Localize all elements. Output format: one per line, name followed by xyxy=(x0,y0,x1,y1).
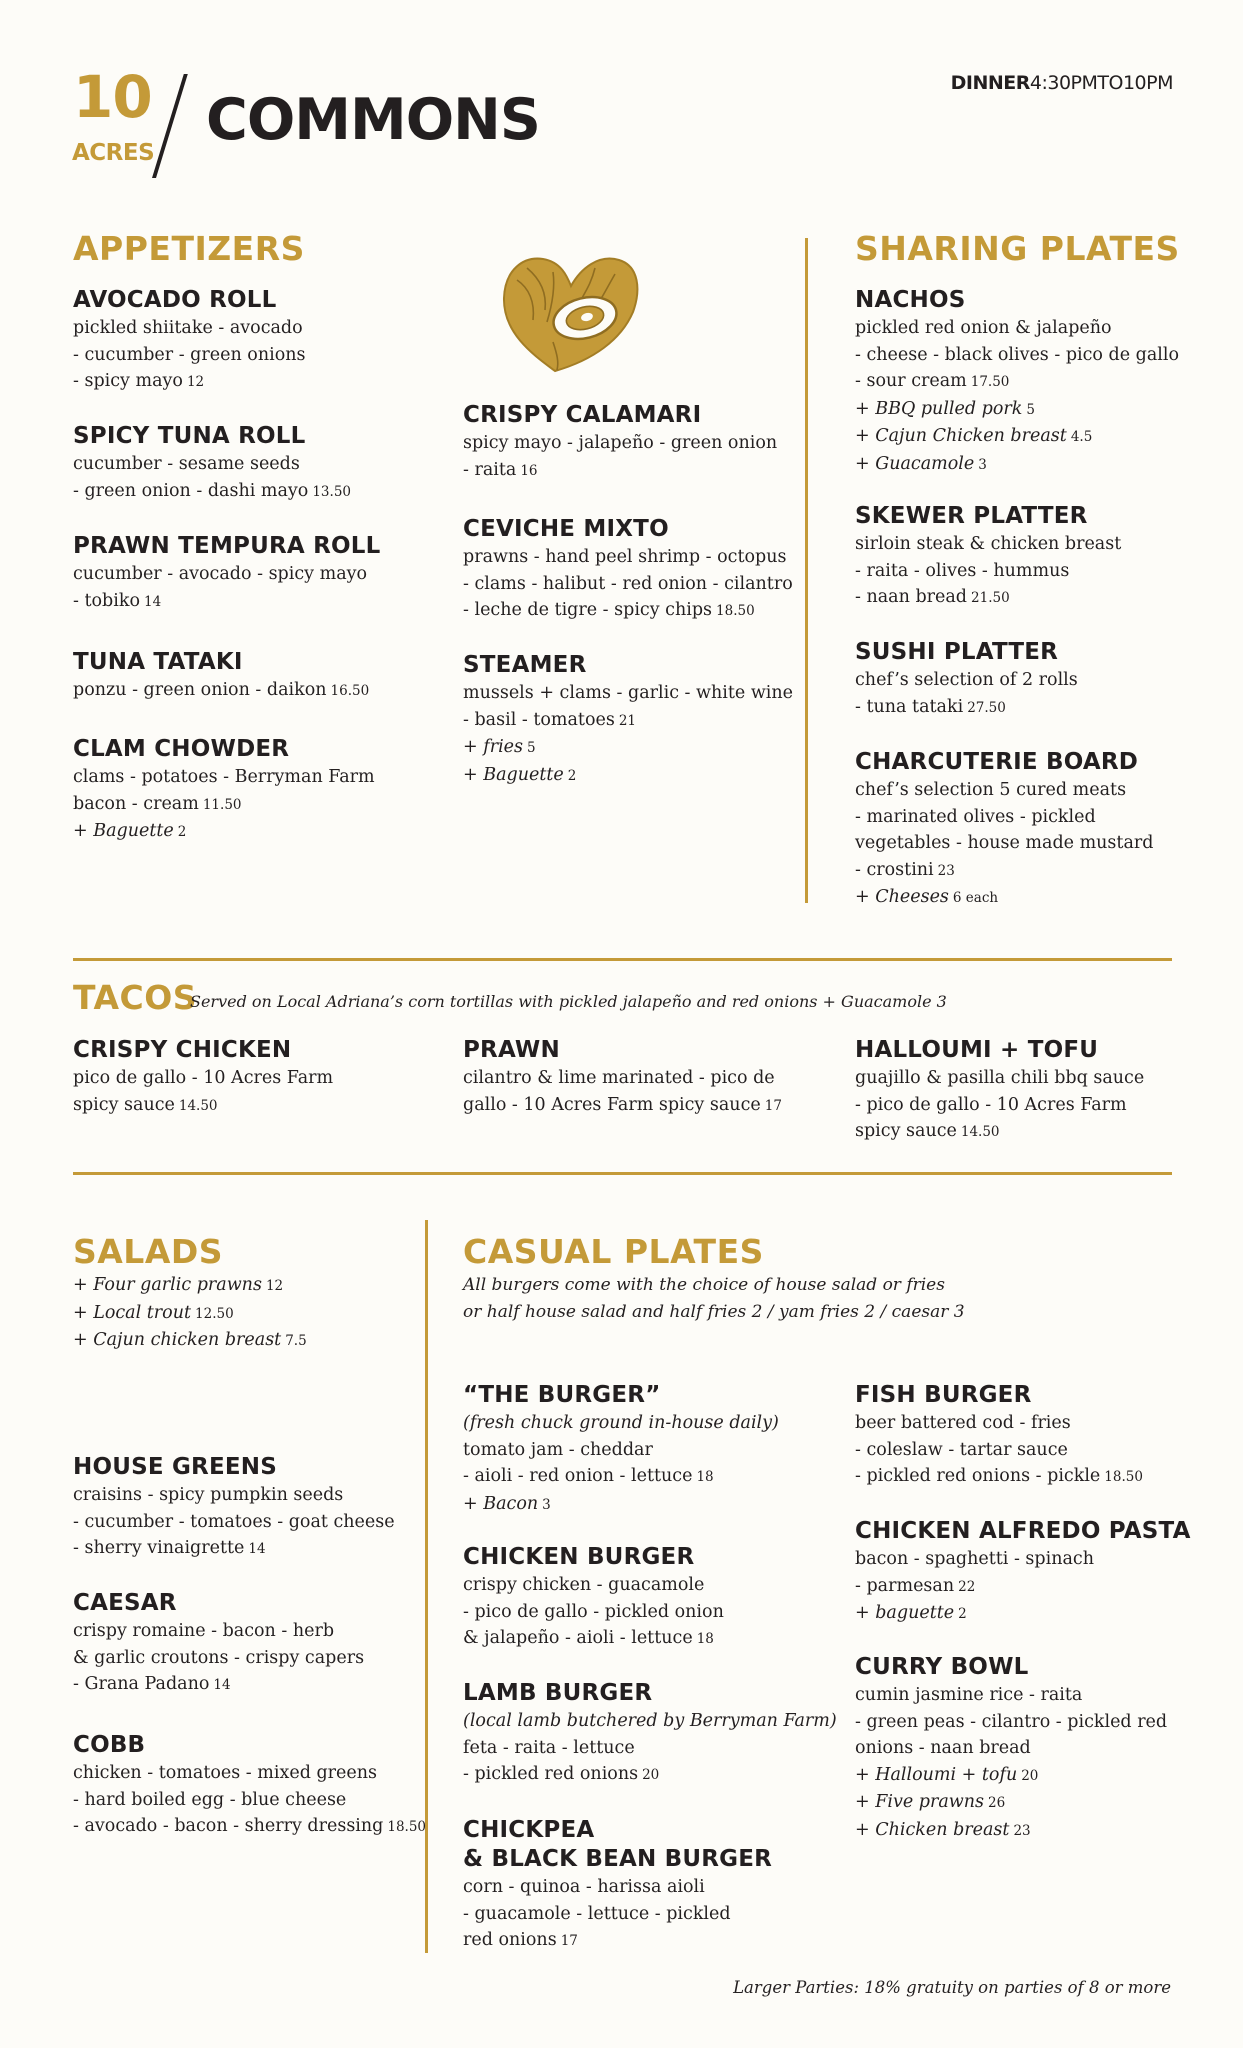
price: 18.50 xyxy=(1104,1469,1143,1485)
divider-tacos-bottom xyxy=(73,1172,1172,1175)
menu-item-name: PRAWN xyxy=(463,1037,560,1063)
price: 18 xyxy=(696,1469,714,1485)
menu-item-salad-addons xyxy=(73,1272,307,1355)
menu-item-skewer-platter xyxy=(855,502,1121,612)
menu-item-ceviche-mixto xyxy=(463,515,793,625)
menu-item-name: SKEWER PLATTER xyxy=(855,503,1088,529)
menu-item-description xyxy=(855,558,1121,585)
menu-item-name: AVOCADO ROLL xyxy=(73,287,277,313)
hours-label: DINNER xyxy=(950,72,1030,94)
price: 7.5 xyxy=(285,1333,307,1349)
menu-item-description xyxy=(463,430,777,457)
description-text: (fresh chuck ground in-house daily) xyxy=(463,1413,779,1433)
price: 18.50 xyxy=(716,603,755,619)
menu-item-description xyxy=(855,1410,1143,1437)
menu-item-name: SPICY TUNA ROLL xyxy=(73,423,306,449)
menu-item-description xyxy=(855,1065,1144,1092)
price: 17 xyxy=(764,1097,782,1114)
divider-tacos-top xyxy=(73,958,1172,961)
menu-item-name: CAESAR xyxy=(73,1590,177,1616)
casual-plates-note xyxy=(463,1272,965,1325)
menu-item-house-greens xyxy=(73,1453,395,1563)
description-text: clams - potatoes - Berryman Farm xyxy=(73,767,375,787)
menu-item-description xyxy=(463,571,793,598)
description-text: chef’s selection of 2 rolls xyxy=(855,670,1078,690)
description-text: - hard boiled egg - blue cheese xyxy=(73,1789,347,1810)
menu-item-description xyxy=(463,1065,782,1092)
menu-item-description xyxy=(855,1762,1167,1790)
menu-item-halloumi-tofu xyxy=(855,1036,1144,1146)
menu-item-description xyxy=(463,1599,724,1626)
section-title-appetizers: APPETIZERS xyxy=(73,229,305,268)
menu-item-description xyxy=(855,1437,1143,1464)
description-text: - basil - tomatoes xyxy=(463,709,615,730)
menu-item-description xyxy=(855,315,1179,342)
menu-item-description xyxy=(855,531,1121,558)
price: 3 xyxy=(542,1496,551,1513)
menu-item-description xyxy=(73,368,305,396)
description-text: - cheese - black olives - pico de gallo xyxy=(855,344,1180,365)
menu-item-name: “THE BURGER” xyxy=(463,1382,661,1408)
description-text: spicy sauce xyxy=(855,1121,957,1141)
price: 2 xyxy=(177,824,187,840)
menu-item-description xyxy=(463,1092,782,1120)
description-text: - marinated olives - pickled xyxy=(855,806,1096,827)
menu-item-description xyxy=(855,667,1078,694)
footer-note: Larger Parties: 18% gratuity on parties of 8 or more xyxy=(733,1978,1171,1997)
menu-item-chicken-burger xyxy=(463,1543,724,1653)
menu-item-description xyxy=(855,1546,1191,1573)
menu-item-steamer xyxy=(463,651,793,789)
divider-casual-plates xyxy=(425,1220,428,1953)
description-text: + baguette xyxy=(855,1603,955,1623)
description-text: chef’s selection 5 cured meats xyxy=(855,780,1127,800)
menu-item-name: SUSHI PLATTER xyxy=(855,639,1059,665)
menu-item-description xyxy=(463,1874,772,1901)
casual-note-line-2: or half house salad and half fries 2 / yam fries 2 / caesar 3 xyxy=(463,1301,965,1322)
price: 18 xyxy=(696,1631,714,1647)
menu-item-name: CEVICHE MIXTO xyxy=(463,516,669,542)
menu-item-description xyxy=(463,597,793,625)
section-title-tacos: TACOS xyxy=(73,978,198,1017)
description-text: + fries xyxy=(463,737,524,757)
description-text: - green peas - cilantro - pickled red xyxy=(855,1711,1168,1732)
menu-item-name: COBB xyxy=(73,1732,146,1758)
menu-item-prawn xyxy=(463,1036,782,1119)
menu-item-description xyxy=(855,1682,1167,1709)
menu-item-name: CHICKEN ALFREDO PASTA xyxy=(855,1518,1191,1544)
price: 14 xyxy=(248,1541,266,1557)
menu-item-description xyxy=(855,1789,1167,1817)
menu-item-description xyxy=(73,1327,307,1355)
price: 2 xyxy=(958,1606,967,1622)
menu-item-nachos xyxy=(855,286,1179,478)
menu-item-description xyxy=(855,830,1153,857)
description-text: + Baguette xyxy=(73,821,174,841)
description-text: - Grana Padano xyxy=(73,1674,210,1694)
menu-item-description xyxy=(73,818,375,846)
price: 22 xyxy=(958,1578,976,1595)
menu-item-description xyxy=(73,588,380,616)
description-text: corn - quinoa - harissa aioli xyxy=(463,1877,705,1897)
menu-item-description xyxy=(463,1572,724,1599)
description-text: ponzu - green onion - daikon xyxy=(73,680,327,700)
description-text: + Cajun Chicken breast xyxy=(855,426,1067,446)
menu-item-name: CLAM CHOWDER xyxy=(73,736,290,762)
description-text: mussels + clams - garlic - white wine xyxy=(463,683,794,703)
description-text: - naan bread xyxy=(855,587,968,607)
menu-item-description xyxy=(463,1735,837,1762)
menu-item-description xyxy=(463,1901,772,1928)
price: 4.5 xyxy=(1070,429,1093,445)
description-text: vegetables - house made mustard xyxy=(855,833,1154,853)
price: 11.50 xyxy=(202,796,242,813)
description-text: cilantro & lime marinated - pico de xyxy=(463,1068,775,1088)
description-text: - raita xyxy=(463,459,517,480)
description-text: + Baguette xyxy=(463,764,564,785)
price: 14 xyxy=(143,593,162,610)
menu-item-description xyxy=(855,368,1179,396)
menu-item-description xyxy=(463,1625,724,1653)
menu-item-description xyxy=(73,1813,426,1841)
description-text: - cucumber - tomatoes - goat cheese xyxy=(73,1511,395,1532)
price: 13.50 xyxy=(312,483,351,500)
description-text: + Guacamole xyxy=(855,453,975,474)
menu-item-description xyxy=(463,680,793,707)
price: 14.50 xyxy=(960,1124,1000,1140)
description-text: guajillo & pasilla chili bbq sauce xyxy=(855,1068,1145,1088)
description-text: + Bacon xyxy=(463,1493,539,1514)
menu-item-description xyxy=(463,457,777,485)
menu-item-description xyxy=(73,1671,364,1699)
menu-item-name: CHICKEN BURGER xyxy=(463,1544,695,1570)
menu-item-name: HALLOUMI + TOFU xyxy=(855,1037,1099,1063)
menu-item-description xyxy=(855,777,1153,804)
menu-item-avocado-roll xyxy=(73,286,305,396)
menu-item-prawn-tempura-roll xyxy=(73,532,380,615)
menu-item-description xyxy=(73,1509,395,1536)
casual-note-line-1: All burgers come with the choice of house salad or fries xyxy=(463,1275,945,1295)
description-text: bacon - spaghetti - spinach xyxy=(855,1549,1094,1569)
menu-item-description xyxy=(73,1065,333,1092)
menu-item-name: PRAWN TEMPURA ROLL xyxy=(73,533,381,559)
menu-item-name: FISH BURGER xyxy=(855,1382,1032,1408)
description-text: + Four garlic prawns xyxy=(73,1275,262,1295)
description-text: - pico de gallo - 10 Acres Farm xyxy=(855,1094,1127,1115)
description-text: (local lamb butchered by Berryman Farm) xyxy=(463,1711,837,1731)
menu-item-curry-bowl xyxy=(855,1653,1167,1844)
description-text: cucumber - sesame seeds xyxy=(73,454,300,474)
menu-item-name: CHICKPEA xyxy=(463,1817,595,1843)
price: 5 xyxy=(527,740,536,756)
menu-item-description xyxy=(73,1482,395,1509)
menu-item-description xyxy=(855,1600,1191,1628)
menu-item-name: TUNA TATAKI xyxy=(73,649,243,675)
menu-item-the-burger xyxy=(463,1381,779,1518)
description-text: + Halloumi + tofu xyxy=(855,1764,1018,1785)
menu-item-description xyxy=(73,1787,426,1814)
description-text: - tuna tataki xyxy=(855,696,964,717)
menu-item-sushi-platter xyxy=(855,638,1078,721)
description-text: prawns - hand peel shrimp - octopus xyxy=(463,547,787,567)
menu-item-description xyxy=(855,857,1153,885)
menu-item-description xyxy=(855,1092,1144,1119)
description-text: - pickled red onions xyxy=(463,1764,639,1784)
logo-number: 10 xyxy=(73,63,152,131)
menu-item-description xyxy=(855,584,1121,612)
menu-item-name: CRISPY CHICKEN xyxy=(73,1037,292,1063)
description-text: cucumber - avocado - spicy mayo xyxy=(73,564,368,584)
menu-item-description xyxy=(855,804,1153,831)
menu-item-description xyxy=(73,561,380,588)
description-text: spicy sauce xyxy=(73,1094,175,1115)
menu-item-name: HOUSE GREENS xyxy=(73,1454,277,1480)
menu-item-description xyxy=(855,342,1179,369)
description-text: - guacamole - lettuce - pickled xyxy=(463,1903,731,1924)
menu-item-description xyxy=(855,694,1078,722)
menu-item-name: STEAMER xyxy=(463,652,587,678)
menu-item-description xyxy=(463,544,793,571)
menu-item-charcuterie-board xyxy=(855,748,1153,912)
description-text: - pico de gallo - pickled onion xyxy=(463,1601,724,1622)
price: 16.50 xyxy=(330,683,370,699)
description-text: - sherry vinaigrette xyxy=(73,1538,245,1558)
menu-item-description xyxy=(73,791,375,819)
description-text: gallo - 10 Acres Farm spicy sauce xyxy=(463,1094,761,1115)
price: 3 xyxy=(978,456,987,473)
menu-item-fish-burger xyxy=(855,1381,1143,1491)
menu-item-lamb-burger xyxy=(463,1679,837,1789)
description-text: & jalapeño - aioli - lettuce xyxy=(463,1628,693,1648)
menu-item-name: NACHOS xyxy=(855,287,966,313)
price: 17 xyxy=(560,1933,578,1949)
menu-item-description xyxy=(73,1092,333,1120)
menu-item-description xyxy=(73,1272,307,1300)
menu-item-description xyxy=(463,1491,779,1519)
price: 14 xyxy=(213,1677,231,1693)
price: 2 xyxy=(567,767,577,784)
menu-item-chickpea-burger xyxy=(463,1816,772,1955)
menu-item-clam-chowder xyxy=(73,735,375,846)
menu-item-caesar xyxy=(73,1589,364,1699)
description-text: & garlic croutons - crispy capers xyxy=(73,1647,365,1668)
menu-item-description xyxy=(73,1618,364,1645)
section-title-salads: SALADS xyxy=(73,1232,224,1271)
description-text: craisins - spicy pumpkin seeds xyxy=(73,1485,344,1505)
menu-item-description xyxy=(855,423,1179,451)
description-text: pico de gallo - 10 Acres Farm xyxy=(73,1068,334,1088)
menu-item-description xyxy=(463,707,793,735)
menu-item-description xyxy=(855,451,1179,479)
description-text: - sour cream xyxy=(855,371,967,391)
price: 12 xyxy=(265,1278,284,1294)
description-text: chicken - tomatoes - mixed greens xyxy=(73,1763,377,1783)
description-text: + Cheeses xyxy=(855,887,949,907)
menu-item-description xyxy=(463,1708,837,1735)
price: 5 xyxy=(1026,401,1035,418)
menu-item-description xyxy=(73,315,305,342)
description-text: - parmesan xyxy=(855,1575,955,1596)
description-text: pickled shiitake - avocado xyxy=(73,318,303,338)
price: 14.50 xyxy=(178,1097,218,1114)
description-text: + Five prawns xyxy=(855,1792,985,1812)
menu-item-crispy-chicken xyxy=(73,1036,333,1119)
price: 21.50 xyxy=(971,590,1010,606)
menu-item-description xyxy=(73,677,369,705)
menu-item-description xyxy=(73,1300,307,1328)
menu-item-description xyxy=(463,734,793,762)
dinner-hours xyxy=(905,71,1173,95)
logo-divider xyxy=(152,74,188,178)
divider-sharing-plates xyxy=(805,238,808,903)
description-text: - coleslaw - tartar sauce xyxy=(855,1439,1068,1460)
menu-item-description xyxy=(73,342,305,369)
menu-item-description xyxy=(855,396,1179,424)
menu-item-description xyxy=(73,764,375,791)
menu-item-name-line-2: & BLACK BEAN BURGER xyxy=(463,1846,773,1872)
logo-name: COMMONS xyxy=(206,87,540,153)
oyster-heart-icon xyxy=(495,250,645,375)
description-text: - raita - olives - hummus xyxy=(855,560,1070,581)
description-text: onions - naan bread xyxy=(855,1738,1031,1758)
menu-item-cobb xyxy=(73,1731,426,1841)
menu-item-tuna-tataki xyxy=(73,648,369,705)
price: 12 xyxy=(186,374,205,390)
menu-item-description xyxy=(73,451,351,478)
description-text: - tobiko xyxy=(73,590,140,611)
menu-item-spicy-tuna-roll xyxy=(73,422,351,505)
menu-item-name: CRISPY CALAMARI xyxy=(463,402,702,428)
description-text: bacon - cream xyxy=(73,793,199,814)
description-text: - leche de tigre - spicy chips xyxy=(463,600,713,620)
description-text: - crostini xyxy=(855,859,934,880)
menu-item-description xyxy=(463,1761,837,1789)
menu-item-description xyxy=(855,1735,1167,1762)
logo-acres: ACRES xyxy=(72,140,155,166)
menu-item-description xyxy=(463,1463,779,1491)
description-text: spicy mayo - jalapeño - green onion xyxy=(463,433,778,453)
menu-item-name: CHARCUTERIE BOARD xyxy=(855,749,1139,775)
description-text: cumin jasmine rice - raita xyxy=(855,1685,1083,1705)
price: 17.50 xyxy=(970,374,1010,390)
menu-item-description xyxy=(463,1927,772,1955)
menu-item-name: CURRY BOWL xyxy=(855,1654,1029,1680)
menu-item-description xyxy=(855,884,1153,912)
price: 16 xyxy=(520,462,538,479)
section-title-casual-plates: CASUAL PLATES xyxy=(463,1232,764,1271)
tacos-note: Served on Local Adriana’s corn tortillas with pickled jalapeño and red onions + Guacamole 3 xyxy=(190,992,947,1011)
description-text: - aioli - red onion - lettuce xyxy=(463,1466,693,1486)
price: 20 xyxy=(1021,1767,1039,1784)
menu-item-name: LAMB BURGER xyxy=(463,1680,653,1706)
description-text: - green onion - dashi mayo xyxy=(73,480,309,501)
hours-times: 4:30PMTO10PM xyxy=(1029,72,1173,94)
price: 23 xyxy=(1013,1822,1031,1839)
description-text: - clams - halibut - red onion - cilantro xyxy=(463,573,793,594)
menu-item-description xyxy=(855,1709,1167,1736)
menu-item-chicken-alfredo xyxy=(855,1517,1191,1628)
section-title-sharing-plates: SHARING PLATES xyxy=(855,229,1180,268)
price: 23 xyxy=(937,862,955,879)
description-text: sirloin steak & chicken breast xyxy=(855,534,1122,554)
menu-item-description xyxy=(463,1437,779,1464)
price: 20 xyxy=(642,1767,660,1783)
description-text: + Chicken breast xyxy=(855,1819,1010,1840)
menu-item-description xyxy=(855,1817,1167,1845)
description-text: + Cajun chicken breast xyxy=(73,1330,282,1350)
description-text: + BBQ pulled pork xyxy=(855,398,1023,419)
price: 18.50 xyxy=(387,1819,427,1835)
menu-item-description xyxy=(73,478,351,506)
price: 26 xyxy=(988,1795,1006,1811)
description-text: crispy romaine - bacon - herb xyxy=(73,1621,335,1641)
menu-item-description xyxy=(463,1410,779,1437)
description-text: - pickled red onions - pickle xyxy=(855,1466,1101,1486)
menu-item-crispy-calamari xyxy=(463,401,777,484)
price: 27.50 xyxy=(967,699,1006,716)
description-text: red onions xyxy=(463,1930,557,1950)
description-text: pickled red onion & jalapeño xyxy=(855,318,1112,338)
menu-item-description xyxy=(855,1118,1144,1146)
menu-item-description xyxy=(73,1535,395,1563)
description-text: crispy chicken - guacamole xyxy=(463,1575,705,1595)
menu-item-description xyxy=(73,1760,426,1787)
description-text: - spicy mayo xyxy=(73,371,183,391)
description-text: tomato jam - cheddar xyxy=(463,1439,653,1460)
description-text: - avocado - bacon - sherry dressing xyxy=(73,1816,384,1836)
description-text: beer battered cod - fries xyxy=(855,1413,1071,1433)
price: 21 xyxy=(618,712,637,729)
menu-item-description xyxy=(855,1463,1143,1491)
description-text: feta - raita - lettuce xyxy=(463,1737,635,1758)
menu-item-description xyxy=(463,762,793,790)
menu-item-description xyxy=(73,1645,364,1672)
menu-item-description xyxy=(855,1573,1191,1601)
description-text: - cucumber - green onions xyxy=(73,344,306,365)
price: 6 each xyxy=(952,890,999,906)
description-text: + Local trout xyxy=(73,1302,192,1323)
price: 12.50 xyxy=(195,1305,234,1322)
